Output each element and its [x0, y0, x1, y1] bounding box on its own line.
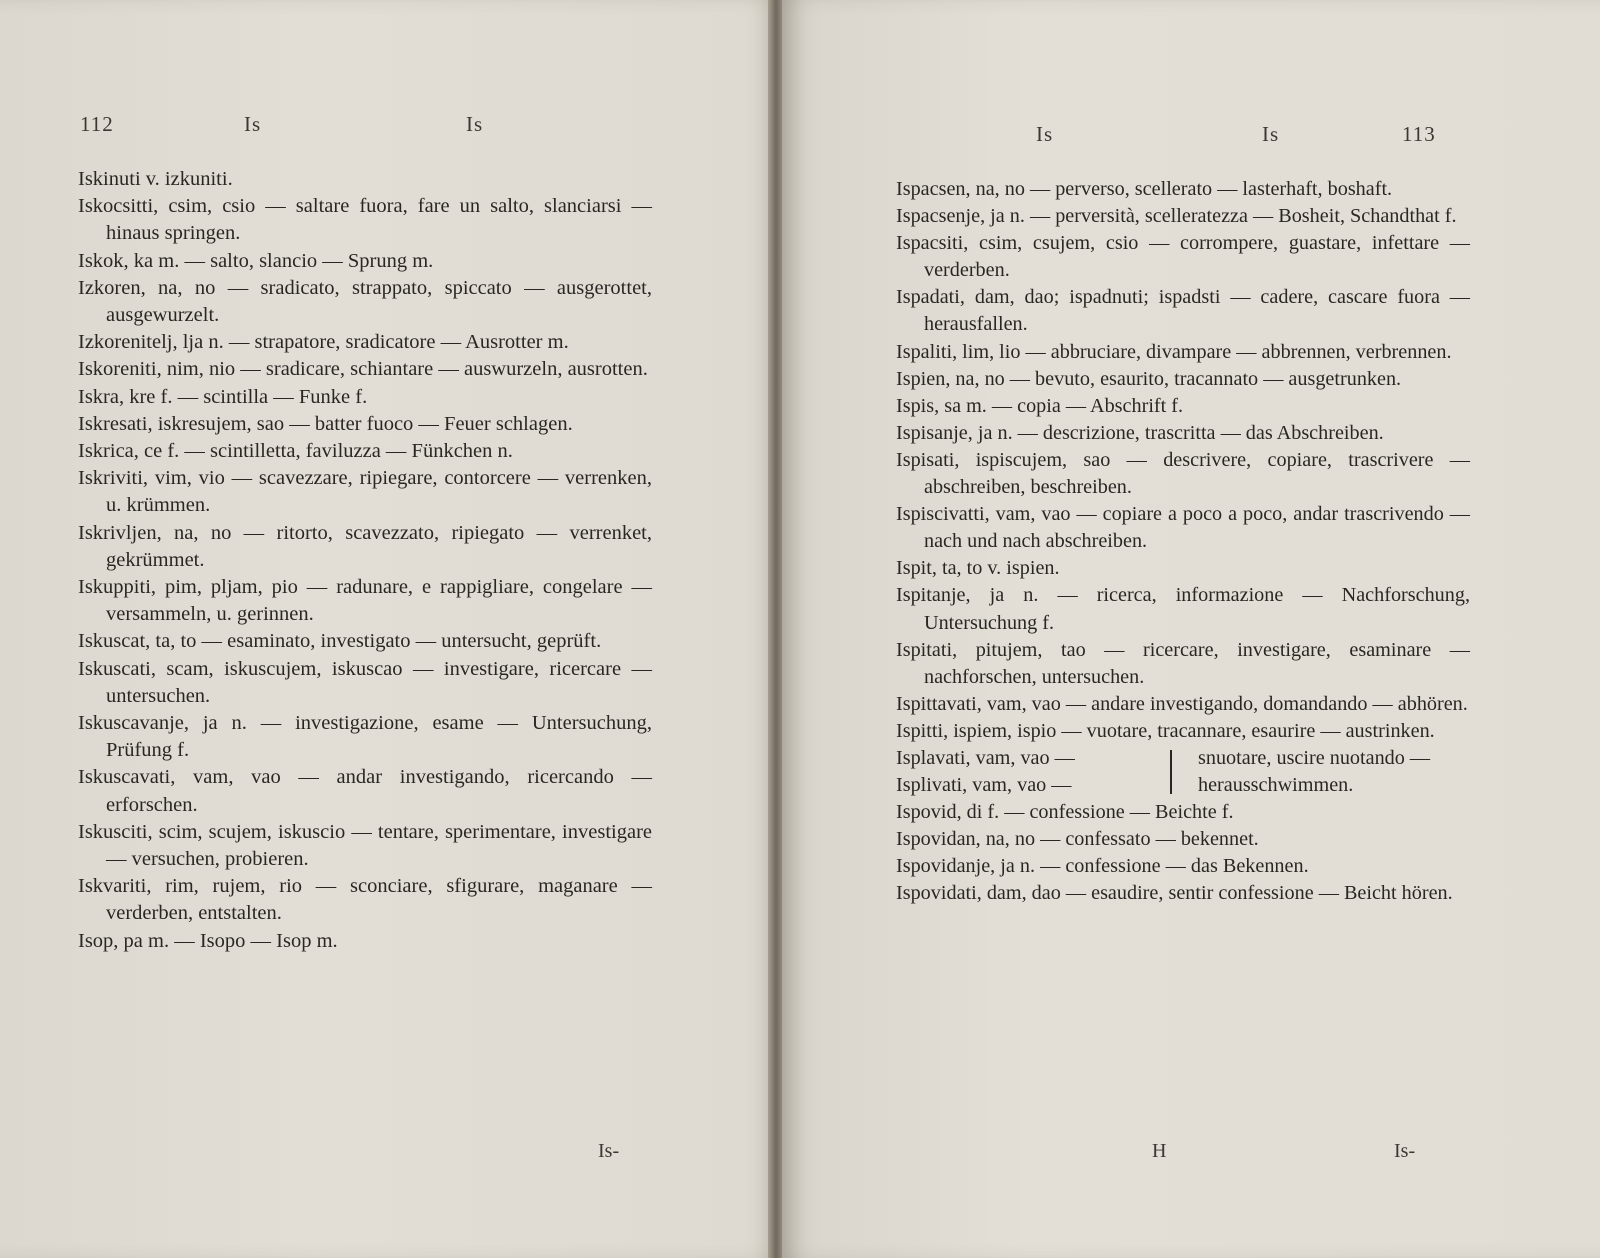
entry-list-upper: [896, 176, 1470, 745]
dictionary-entry: Iskrivljen, na, no — ritorto, scavezzato, ripiegato — verrenket, gekrümmet.: [78, 521, 652, 571]
dictionary-entry: Ispit, ta, to v. ispien.: [896, 557, 1060, 580]
catchword: Is-: [1394, 1140, 1416, 1162]
dictionary-entry: Ispovidanje, ja n. — confessione — das Bekennen.: [896, 855, 1309, 878]
dictionary-entry: Ispaliti, lim, lio — abbruciare, divampare — abbrennen, verbrennen.: [896, 340, 1452, 363]
dictionary-entry: Iskuscati, scam, iskuscujem, iskuscao — investigare, ricercare — untersuchen.: [78, 657, 652, 707]
dictionary-entry: Izkorenitelj, lja n. — strapatore, sradicatore — Ausrotter m.: [78, 331, 569, 354]
dictionary-entry: Iskusciti, scim, scujem, iskuscio — tentare, sperimentare, investigare — versuchen, probieren.: [78, 820, 652, 871]
running-head-right: Is: [466, 112, 484, 136]
dictionary-entry: Ispiscivatti, vam, vao — copiare a poco a poco, andar trascrivendo — nach und nach abschreiben.: [896, 503, 1470, 553]
dictionary-entry: Ispacsiti, csim, csujem, csio — corrompere, guastare, infettare — verderben.: [896, 232, 1470, 282]
entry-list: [78, 166, 652, 955]
dictionary-entry: Iskuscat, ta, to — esaminato, investigato — untersucht, geprüft.: [78, 630, 602, 653]
dictionary-entry: Ispisanje, ja n. — descrizione, trascritta — das Abschreiben.: [896, 421, 1384, 444]
dictionary-entry: Ispovid, di f. — confessione — Beichte f.: [896, 801, 1234, 824]
dictionary-entry: Iskrica, ce f. — scintilletta, faviluzza — Fünkchen n.: [78, 440, 513, 463]
entry-list-lower: [896, 799, 1470, 907]
dictionary-entry: Ispacsen, na, no — perverso, scellerato — lasterhaft, boshaft.: [896, 178, 1393, 200]
catchword: Is-: [598, 1140, 620, 1162]
dictionary-entry: Ispis, sa m. — copia — Abschrift f.: [896, 394, 1184, 417]
dictionary-entry: Iskresati, iskresujem, sao — batter fuoco — Feuer schlagen.: [78, 412, 573, 435]
dictionary-entry: Iskok, ka m. — salto, slancio — Sprung m.: [78, 249, 434, 272]
dictionary-entry: Ispitati, pitujem, tao — ricercare, investigare, esaminare — nachforschen, untersuchen.: [896, 638, 1470, 688]
dictionary-entry: Ispisati, ispiscujem, sao — descrivere, copiare, trascrivere — abschreiben, beschreiben.: [896, 448, 1470, 499]
dictionary-entry: Ispien, na, no — bevuto, esaurito, tracannato — ausgetrunken.: [896, 367, 1402, 390]
signature-mark: H: [1152, 1140, 1167, 1162]
dictionary-entry: Ispitti, ispiem, ispio — vuotare, tracannare, esaurire — austrinken.: [896, 719, 1435, 742]
dictionary-entry: Isop, pa m. — Isopo — Isop m.: [78, 929, 338, 952]
dictionary-entry: Iskoreniti, nim, nio — sradicare, schiantare — auswurzeln, ausrotten.: [78, 358, 648, 381]
dictionary-entry: Ispovidan, na, no — confessato — bekennet.: [896, 828, 1259, 851]
bracketed-entry: [896, 745, 1470, 799]
dictionary-entry: Iskriviti, vim, vio — scavezzare, ripiegare, contorcere — verrenken, u. krümmen.: [78, 467, 652, 517]
running-head-left: Is: [1036, 122, 1054, 146]
running-head-right: Is: [1262, 122, 1280, 146]
bracket-definition: snuotare, uscire nuotando — herausschwimmen.: [1198, 746, 1431, 797]
dictionary-entry: Izkoren, na, no — sradicato, strappato, spiccato — ausgerottet, ausgewurzelt.: [78, 276, 652, 327]
right-page: [782, 0, 1600, 1258]
dictionary-entry: Ispadati, dam, dao; ispadnuti; ispadsti — cadere, cascare fuora — herausfallen.: [896, 286, 1470, 336]
dictionary-entry: Iskuscavati, vam, vao — andar investigando, ricercando — erforschen.: [78, 766, 652, 816]
running-head-left: Is: [244, 112, 262, 136]
dictionary-entry: Iskuscavanje, ja n. — investigazione, esame — Untersuchung, Prüfung f.: [78, 712, 652, 762]
dictionary-entry: Iskinuti v. izkuniti.: [78, 168, 233, 190]
bracket-headwords: [896, 745, 1166, 799]
page-number: 112: [80, 112, 114, 136]
dictionary-entry: Ispovidati, dam, dao — esaudire, sentir confessione — Beicht hören.: [896, 882, 1453, 905]
headword-line: Isplavati, vam, vao —: [896, 746, 1075, 769]
headword-line: Isplivati, vam, vao —: [896, 774, 1072, 797]
dictionary-entry: Ispittavati, vam, vao — andare investigando, domandando — abhören.: [896, 692, 1468, 715]
dictionary-entry: Iskocsitti, csim, csio — saltare fuora, fare un salto, slanciarsi — hinaus springen.: [78, 195, 652, 245]
page-number: 113: [1402, 122, 1436, 146]
dictionary-entry: Ispitanje, ja n. — ricerca, informazione — Nachforschung, Untersuchung f.: [896, 584, 1470, 634]
dictionary-entry: Iskra, kre f. — scintilla — Funke f.: [78, 385, 368, 408]
entry-list: [896, 176, 1470, 908]
bracket-mark: [1170, 750, 1188, 794]
dictionary-entry: Iskvariti, rim, rujem, rio — sconciare, sfigurare, maganare — verderben, entstalten.: [78, 875, 652, 925]
left-page: [0, 0, 780, 1258]
dictionary-entry: Iskuppiti, pim, pljam, pio — radunare, e rappigliare, congelare — versammeln, u. gerinnen.: [78, 576, 652, 626]
dictionary-entry: Ispacsenje, ja n. — perversità, scelleratezza — Bosheit, Schandthat f.: [896, 205, 1457, 228]
